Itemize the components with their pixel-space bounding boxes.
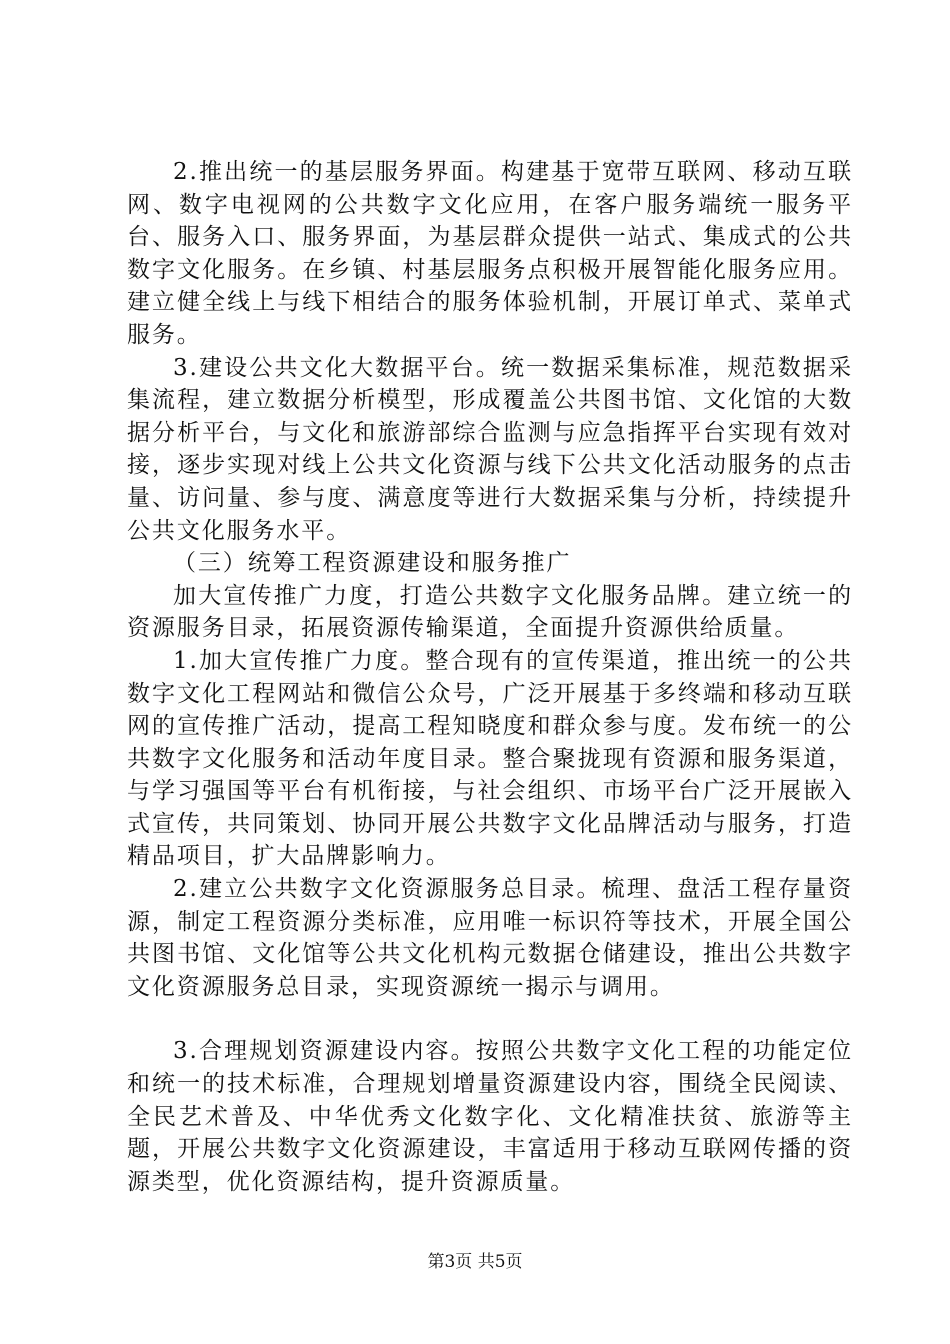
- page-footer: 第3页 共5页: [427, 1252, 523, 1272]
- paragraph-promotion: 1.加大宣传推广力度。整合现有的宣传渠道，推出统一的公共数字文化工程网站和微信公众号，广泛开展基于多终端和移动互联网的宣传推广活动，提高工程知晓度和群众参与度。发布统一的公共数字文化服务和活动年度目录。整合聚拢现有资源和服务渠道，与学习强国等平台有机衔接，与社会组织、市场平台广泛开展嵌入式宣传，共同策划、协同开展公共数字文化品牌活动与服务，打造精品项目，扩大品牌影响力。: [127, 647, 853, 870]
- paragraph-resource-catalog: 2.建立公共数字文化资源服务总目录。梳理、盘活工程存量资源，制定工程资源分类标准，应用唯一标识符等技术，开展全国公共图书馆、文化馆等公共文化机构元数据仓储建设，推出公共数字文化资源服务总目录，实现资源统一揭示与调用。: [127, 876, 853, 1000]
- paragraph-unified-service-interface: 2.推出统一的基层服务界面。构建基于宽带互联网、移动互联网、数字电视网的公共数字文化应用，在客户服务端统一服务平台、服务入口、服务界面，为基层群众提供一站式、集成式的公共数字文化服务。在乡镇、村基层服务点积极开展智能化服务应用。建立健全线上与线下相结合的服务体验机制，开展订单式、菜单式服务。: [127, 159, 853, 348]
- paragraph-resource-planning: 3.合理规划资源建设内容。按照公共数字文化工程的功能定位和统一的技术标准，合理规划增量资源建设内容，围绕全民阅读、全民艺术普及、中华优秀文化数字化、文化精准扶贫、旅游等主题，开展公共数字文化资源建设，丰富适用于移动互联网传播的资源类型，优化资源结构，提升资源质量。: [127, 1038, 853, 1195]
- paragraph-big-data-platform: 3.建设公共文化大数据平台。统一数据采集标准，规范数据采集流程，建立数据分析模型，形成覆盖公共图书馆、文化馆的大数据分析平台，与文化和旅游部综合监测与应急指挥平台实现有效对接，逐步实现对线上公共文化资源与线下公共文化活动服务的点击量、访问量、参与度、满意度等进行大数据采集与分析，持续提升公共文化服务水平。: [127, 354, 853, 544]
- paragraph-section-intro: 加大宣传推广力度，打造公共数字文化服务品牌。建立统一的资源服务目录，拓展资源传输渠道，全面提升资源供给质量。: [127, 582, 853, 642]
- section-heading: （三）统筹工程资源建设和服务推广: [173, 550, 572, 577]
- document-body: [127, 156, 853, 1198]
